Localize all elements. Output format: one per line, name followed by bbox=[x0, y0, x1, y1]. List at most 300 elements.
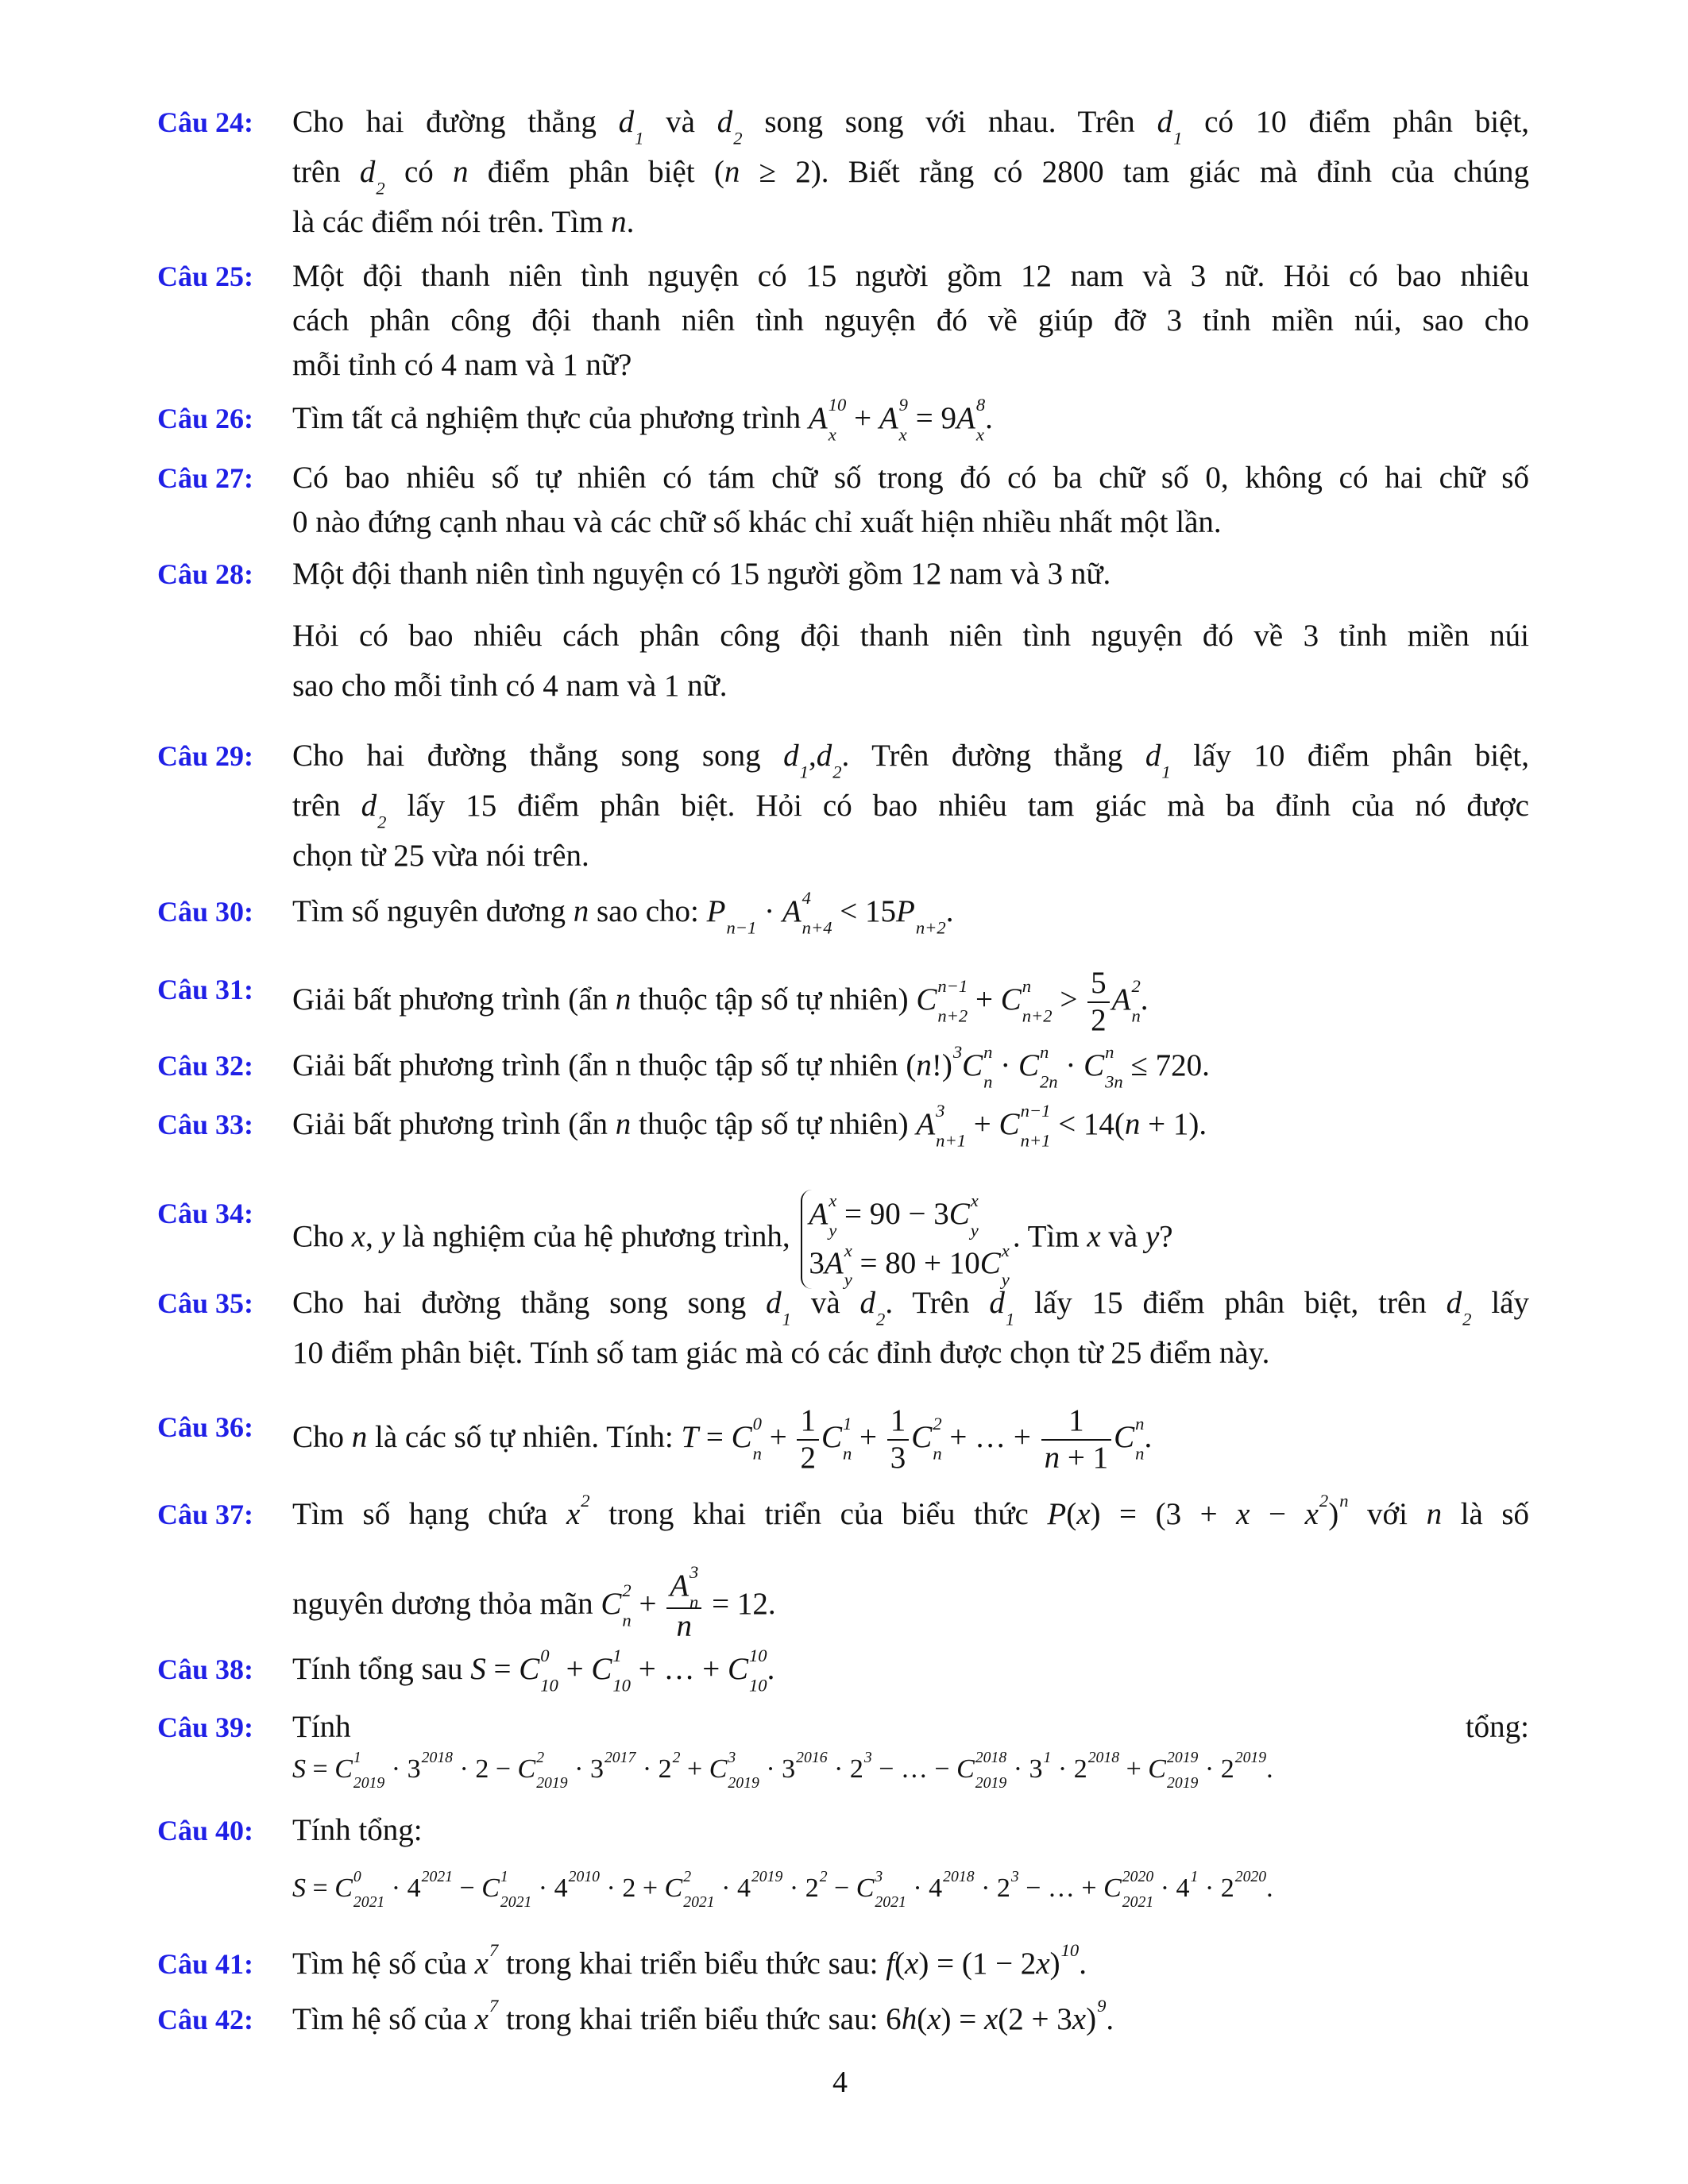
text-run: . Tìm bbox=[1012, 1219, 1087, 1254]
superscript: x bbox=[1001, 1240, 1010, 1260]
fraction-denominator bbox=[1087, 1003, 1110, 1039]
subscript: 2021 bbox=[683, 1893, 715, 1912]
text-run: . bbox=[945, 894, 954, 928]
symbol-base: C bbox=[979, 1246, 1001, 1281]
script-stack bbox=[751, 1867, 783, 1907]
question-text-line bbox=[292, 149, 1529, 199]
text-run: trong khai triển biểu thức sau: 6 bbox=[498, 2002, 902, 2036]
question-text-line bbox=[292, 832, 1529, 880]
script-stack bbox=[832, 739, 842, 782]
subscript bbox=[864, 1775, 872, 1792]
text-run: ) bbox=[1049, 1947, 1060, 1981]
question-label: Câu 40: bbox=[157, 1815, 254, 1846]
superscript: n bbox=[1039, 1042, 1049, 1063]
math-symbol bbox=[1001, 976, 1053, 1024]
question-text-line bbox=[292, 732, 1529, 780]
text-run: Có bao nhiêu số tự nhiên có tám chữ số trong đó có ba chữ số 0, không có hai chữ số bbox=[292, 461, 1529, 495]
text-run: Cho bbox=[292, 1419, 352, 1454]
symbol-base: 4 bbox=[1176, 1873, 1190, 1903]
superscript bbox=[1161, 733, 1170, 752]
symbol-base: C bbox=[1114, 1419, 1135, 1454]
symbol-base: A bbox=[1111, 982, 1131, 1017]
text-run: Hỏi có bao nhiêu cách phân công đội thanh niên tình nguyện đó về 3 tỉnh miền núi bbox=[292, 619, 1529, 653]
math-symbol bbox=[1103, 1865, 1153, 1912]
question-label: Câu 24: bbox=[157, 106, 254, 138]
superscript bbox=[377, 783, 386, 802]
symbol-base: 2 bbox=[658, 1754, 672, 1784]
subscript: 1 bbox=[1173, 128, 1183, 149]
math-symbol bbox=[1074, 1746, 1119, 1793]
question-label: Câu 30: bbox=[157, 896, 254, 928]
superscript: 0 bbox=[752, 1414, 762, 1434]
math-variable: n bbox=[611, 205, 627, 239]
superscript: 2 bbox=[819, 1867, 828, 1885]
superscript: 2018 bbox=[975, 1748, 1007, 1766]
math-symbol bbox=[665, 1865, 715, 1912]
script-stack bbox=[377, 789, 387, 832]
script-stack bbox=[672, 1748, 681, 1788]
symbol-base: C bbox=[731, 1419, 752, 1454]
text-run: là các điểm nói trên. Tìm bbox=[292, 205, 612, 239]
superscript: n−1 bbox=[937, 976, 968, 997]
math-symbol bbox=[1060, 1940, 1080, 1988]
question-text-line bbox=[292, 888, 1529, 936]
text-run: là số bbox=[1442, 1497, 1529, 1531]
math-symbol bbox=[856, 1865, 906, 1912]
question-text-line bbox=[292, 1940, 1529, 1988]
text-run: là nghiệm của hệ phương trình, bbox=[394, 1219, 798, 1254]
symbol-base: 3 bbox=[1029, 1754, 1043, 1784]
subscript: y bbox=[1001, 1270, 1010, 1291]
symbol-base: C bbox=[591, 1652, 612, 1686]
text-run: · bbox=[1051, 1754, 1074, 1784]
text-run: . Trên bbox=[885, 1286, 990, 1320]
text-run: Cho hai đường thẳng song song bbox=[292, 739, 784, 773]
text-run: và bbox=[643, 105, 717, 139]
subscript: x bbox=[898, 424, 907, 445]
math-symbol bbox=[408, 1746, 453, 1793]
subscript: 2021 bbox=[500, 1893, 532, 1912]
math-variable: f bbox=[886, 1947, 895, 1981]
script-stack bbox=[937, 976, 968, 1026]
fraction-numerator bbox=[797, 1403, 819, 1441]
script-stack bbox=[353, 1867, 385, 1912]
symbol-base: d bbox=[766, 1286, 782, 1320]
text-run: ) bbox=[1328, 1497, 1339, 1531]
symbol-base: d bbox=[1157, 105, 1173, 139]
text-run: lấy 10 điểm phân biệt, bbox=[1170, 739, 1530, 773]
symbol-base: C bbox=[999, 1107, 1020, 1141]
question-label: Câu 25: bbox=[157, 260, 254, 292]
superscript: 7 bbox=[489, 1996, 499, 2016]
subscript: n+1 bbox=[1020, 1130, 1051, 1151]
math-symbol bbox=[1447, 1279, 1472, 1327]
text-run: 3 bbox=[890, 1440, 906, 1475]
math-symbol bbox=[737, 1865, 782, 1912]
text-run: song song với nhau. Trên bbox=[742, 105, 1157, 139]
math-variable: n bbox=[1124, 1107, 1141, 1141]
text-run: + bbox=[558, 1652, 592, 1686]
superscript: 2020 bbox=[1122, 1867, 1154, 1885]
script-stack bbox=[752, 1414, 762, 1464]
script-stack bbox=[933, 1414, 942, 1464]
math-symbol bbox=[659, 1746, 681, 1793]
superscript: 10 bbox=[1060, 1940, 1080, 1961]
fraction bbox=[1087, 966, 1110, 1039]
symbol-base: C bbox=[1103, 1873, 1122, 1903]
script-stack bbox=[915, 895, 946, 938]
text-run: Giải bất phương trình (ẩn bbox=[292, 982, 616, 1017]
script-stack bbox=[1234, 1867, 1267, 1907]
superscript: 3 bbox=[1010, 1867, 1019, 1885]
question-text-line bbox=[292, 782, 1529, 830]
text-run: = bbox=[306, 1873, 335, 1903]
math-symbol bbox=[1083, 1042, 1123, 1090]
text-run: . bbox=[1140, 982, 1149, 1017]
subscript bbox=[751, 1894, 782, 1911]
subscript bbox=[1097, 2027, 1106, 2046]
math-symbol bbox=[1148, 1746, 1198, 1793]
symbol-base: A bbox=[782, 894, 802, 928]
symbol-base: C bbox=[664, 1873, 683, 1903]
script-stack bbox=[1105, 1042, 1123, 1092]
text-run: · bbox=[756, 894, 782, 928]
text-run: = 9 bbox=[907, 401, 956, 435]
superscript bbox=[1462, 1280, 1471, 1299]
question-text-line bbox=[292, 1865, 1529, 1912]
script-stack bbox=[975, 395, 986, 445]
question-text-line bbox=[292, 297, 1529, 345]
symbol-base: 4 bbox=[929, 1873, 943, 1903]
symbol-base: d bbox=[618, 105, 635, 139]
superscript: 7 bbox=[489, 1940, 499, 1961]
subscript: 10 bbox=[612, 1675, 631, 1696]
superscript: 1 bbox=[1190, 1867, 1199, 1885]
superscript: 2018 bbox=[1087, 1748, 1120, 1766]
symbol-base: x bbox=[474, 2002, 489, 2036]
superscript: 2016 bbox=[796, 1748, 828, 1766]
math-symbol bbox=[519, 1646, 558, 1696]
script-stack bbox=[1462, 1287, 1472, 1329]
subscript: n bbox=[622, 1610, 632, 1630]
script-stack bbox=[1039, 1042, 1058, 1092]
text-run: 0 nào đứng cạnh nhau và các chữ số khác chỉ xuất hiện nhiều nhất một lần. bbox=[292, 505, 1222, 539]
text-run: + bbox=[1119, 1754, 1149, 1784]
text-run: ≥ 2). Biết rằng có 2800 tam giác mà đỉnh của chúng bbox=[740, 155, 1529, 189]
fraction-denominator bbox=[666, 1609, 701, 1645]
math-symbol bbox=[717, 98, 743, 149]
text-run: Tìm tất cả nghiệm thực của phương trình bbox=[292, 401, 809, 435]
symbol-base: C bbox=[948, 1197, 970, 1231]
subscript: n bbox=[933, 1443, 942, 1464]
subscript: 1 bbox=[782, 1309, 791, 1329]
text-run: !) bbox=[931, 1048, 952, 1082]
script-stack bbox=[970, 1190, 979, 1241]
fraction bbox=[887, 1403, 910, 1476]
math-symbol bbox=[850, 1746, 872, 1793]
math-variable: n bbox=[1044, 1440, 1060, 1475]
subscript: 2n bbox=[1039, 1071, 1058, 1092]
symbol-base: d bbox=[783, 739, 799, 773]
symbol-base: 2 bbox=[1220, 1873, 1234, 1903]
script-stack bbox=[1339, 1491, 1349, 1536]
text-run: 10 điểm phân biệt. Tính số tam giác mà có các đỉnh được chọn từ 25 điểm này. bbox=[292, 1336, 1270, 1370]
superscript bbox=[1173, 99, 1182, 118]
script-stack bbox=[863, 1748, 872, 1788]
text-run: sao cho mỗi tỉnh có 4 nam và 1 nữ. bbox=[292, 669, 728, 703]
question-text-line bbox=[292, 253, 1529, 300]
symbol-base: x bbox=[566, 1497, 581, 1531]
superscript: 9 bbox=[1097, 1996, 1107, 2016]
script-stack bbox=[1022, 976, 1053, 1026]
question-text-line bbox=[292, 1704, 1529, 1751]
question-label: Câu 38: bbox=[157, 1653, 254, 1685]
superscript: 2019 bbox=[751, 1867, 783, 1885]
text-run: ( bbox=[894, 1947, 906, 1981]
math-variable: x bbox=[1087, 1219, 1101, 1254]
superscript: 3 bbox=[863, 1748, 872, 1766]
text-run: . bbox=[1079, 1947, 1087, 1981]
script-stack bbox=[1190, 1867, 1199, 1907]
text-run: có bbox=[384, 155, 454, 189]
math-symbol bbox=[782, 1746, 827, 1793]
text-run: − … − bbox=[871, 1754, 957, 1784]
text-run: Tính tổng: bbox=[292, 1710, 1529, 1744]
script-stack bbox=[1097, 1996, 1107, 2041]
symbol-base: 3 bbox=[782, 1754, 796, 1784]
question-text-line bbox=[292, 612, 1529, 660]
math-symbol bbox=[808, 395, 847, 445]
superscript bbox=[733, 99, 742, 118]
script-stack bbox=[376, 156, 385, 199]
superscript: 2017 bbox=[604, 1748, 636, 1766]
question-label: Câu 42: bbox=[157, 2004, 254, 2035]
script-stack bbox=[500, 1867, 532, 1912]
text-run: · bbox=[531, 1873, 554, 1903]
superscript: 3 bbox=[936, 1101, 945, 1121]
text-run: · bbox=[992, 1048, 1018, 1082]
math-variable: n bbox=[453, 155, 469, 189]
superscript: n−1 bbox=[1020, 1101, 1051, 1121]
math-symbol bbox=[727, 1646, 767, 1696]
symbol-base: x bbox=[1304, 1497, 1319, 1531]
question-text-line bbox=[292, 395, 1529, 445]
subscript bbox=[953, 1073, 962, 1092]
math-symbol bbox=[956, 1746, 1006, 1793]
fraction-numerator bbox=[1087, 966, 1110, 1003]
symbol-base: 2 bbox=[1220, 1754, 1234, 1784]
text-run: ) = (3 + bbox=[1090, 1497, 1237, 1531]
question-text-line bbox=[292, 98, 1530, 149]
subscript bbox=[1088, 1775, 1119, 1792]
superscript: 3 bbox=[952, 1042, 963, 1063]
symbol-base: C bbox=[517, 1754, 536, 1784]
symbol-base: d bbox=[1145, 739, 1161, 773]
math-variable: n bbox=[573, 894, 589, 928]
question-text-line bbox=[292, 1101, 1529, 1151]
fraction-numerator bbox=[666, 1562, 701, 1612]
script-stack bbox=[936, 1101, 967, 1151]
symbol-base: C bbox=[709, 1754, 728, 1784]
question-label: Câu 27: bbox=[157, 462, 254, 494]
text-run: · bbox=[384, 1873, 408, 1903]
text-run: Cho bbox=[292, 1219, 352, 1254]
superscript: 0 bbox=[540, 1646, 550, 1666]
text-run: Giải bất phương trình (ẩn n thuộc tập số tự nhiên ( bbox=[292, 1048, 917, 1082]
math-symbol bbox=[783, 732, 809, 780]
symbol-base: C bbox=[916, 982, 937, 1017]
text-run: , bbox=[365, 1219, 381, 1254]
question-label: Câu 29: bbox=[157, 740, 254, 772]
text-run: . bbox=[1144, 1419, 1153, 1454]
text-run: . Trên đường thẳng bbox=[841, 739, 1145, 773]
question-text-line bbox=[292, 1403, 1529, 1475]
script-stack bbox=[1131, 976, 1141, 1026]
text-run: · 2 − bbox=[453, 1754, 518, 1784]
superscript bbox=[782, 1280, 791, 1299]
subscript: n+4 bbox=[802, 917, 832, 938]
subscript bbox=[943, 1894, 974, 1911]
subscript: 2 bbox=[832, 762, 842, 782]
text-run: ? bbox=[1159, 1219, 1173, 1254]
script-stack bbox=[604, 1748, 636, 1788]
subscript: 2 bbox=[1462, 1309, 1472, 1329]
superscript bbox=[376, 149, 384, 168]
text-run: Tính tổng sau bbox=[292, 1652, 471, 1686]
math-symbol bbox=[929, 1865, 974, 1912]
text-run: trong khai triển biểu thức sau: bbox=[498, 1947, 886, 1981]
script-stack bbox=[1173, 106, 1183, 149]
text-run: · bbox=[1198, 1873, 1221, 1903]
symbol-base: d bbox=[717, 105, 733, 139]
text-run: · bbox=[635, 1754, 659, 1784]
subscript bbox=[581, 1522, 589, 1541]
math-variable: x bbox=[1036, 1947, 1050, 1981]
question-text-line bbox=[292, 1491, 1529, 1538]
question-label: Câu 41: bbox=[157, 1948, 254, 1980]
script-stack bbox=[876, 1287, 886, 1329]
superscript: 2 bbox=[683, 1867, 692, 1885]
text-run: là các số tự nhiên. Tính: bbox=[367, 1419, 682, 1454]
text-run: 5 bbox=[1091, 966, 1107, 1000]
math-symbol bbox=[566, 1491, 590, 1538]
superscript: 2 bbox=[536, 1748, 545, 1766]
text-run: Một đội thanh niên tình nguyện có 15 người gồm 12 nam và 3 nữ. bbox=[292, 557, 1111, 591]
math-variable: P bbox=[1047, 1497, 1067, 1531]
question-label: Câu 28: bbox=[157, 558, 254, 590]
text-run: · bbox=[714, 1873, 737, 1903]
math-symbol bbox=[1221, 1865, 1266, 1912]
subscript bbox=[1011, 1894, 1019, 1911]
subscript: n+1 bbox=[936, 1130, 967, 1151]
text-run: + bbox=[968, 982, 1001, 1017]
text-run: Tìm số hạng chứa bbox=[292, 1497, 566, 1531]
text-run: · bbox=[827, 1754, 850, 1784]
math-symbol bbox=[949, 1190, 979, 1239]
superscript: 2 bbox=[933, 1414, 942, 1434]
subscript: 2 bbox=[377, 812, 387, 832]
text-run: 3 bbox=[809, 1246, 825, 1281]
subscript: x bbox=[975, 424, 984, 445]
superscript: 2010 bbox=[568, 1867, 601, 1885]
question-label: Câu 39: bbox=[157, 1711, 254, 1743]
question-label: Câu 33: bbox=[157, 1109, 254, 1140]
subscript: 2 bbox=[876, 1309, 886, 1329]
script-stack bbox=[689, 1562, 699, 1612]
subscript: 10 bbox=[540, 1675, 558, 1696]
script-stack bbox=[749, 1646, 767, 1696]
text-run: + … + bbox=[630, 1652, 728, 1686]
math-variable: n bbox=[724, 155, 740, 189]
math-variable: x bbox=[927, 2002, 941, 2036]
subscript: 2019 bbox=[353, 1774, 385, 1792]
fraction-denominator bbox=[887, 1441, 910, 1476]
text-run: thuộc tập số tự nhiên) bbox=[631, 982, 917, 1017]
symbol-base: C bbox=[1018, 1048, 1039, 1082]
text-run: trong khai triển của biểu thức bbox=[589, 1497, 1048, 1531]
text-run: . bbox=[767, 1652, 775, 1686]
symbol-base: C bbox=[601, 1586, 622, 1621]
symbol-base: C bbox=[1083, 1048, 1105, 1082]
math-symbol bbox=[1157, 98, 1183, 149]
superscript: 10 bbox=[749, 1646, 767, 1666]
math-variable: x bbox=[1076, 1497, 1091, 1531]
math-symbol bbox=[408, 1865, 453, 1912]
symbol-base: 3 bbox=[407, 1754, 421, 1784]
superscript: 3 bbox=[875, 1867, 883, 1885]
text-run: ) bbox=[1086, 2002, 1097, 2036]
script-stack bbox=[1122, 1867, 1154, 1912]
script-stack bbox=[829, 1190, 837, 1241]
script-stack bbox=[1020, 1101, 1051, 1151]
text-run: Cho hai đường thẳng bbox=[292, 105, 619, 139]
math-symbol bbox=[1096, 1996, 1106, 2043]
superscript: 3 bbox=[728, 1748, 736, 1766]
superscript: 9 bbox=[898, 395, 908, 415]
math-symbol bbox=[475, 1996, 499, 2043]
superscript: 2 bbox=[622, 1580, 632, 1601]
symbol-base: A bbox=[916, 1107, 936, 1141]
symbol-base: 4 bbox=[554, 1873, 568, 1903]
math-symbol bbox=[1018, 1042, 1058, 1090]
subscript: 2019 bbox=[1166, 1774, 1199, 1792]
superscript: 2018 bbox=[421, 1748, 454, 1766]
math-variable: h bbox=[901, 2002, 917, 2036]
subscript: 2021 bbox=[1122, 1893, 1154, 1912]
script-stack bbox=[782, 1287, 791, 1329]
script-stack bbox=[683, 1867, 715, 1912]
text-run: · bbox=[759, 1754, 782, 1784]
math-symbol bbox=[1029, 1746, 1052, 1793]
symbol-base: d bbox=[859, 1286, 876, 1320]
subscript: 1 bbox=[1161, 762, 1171, 782]
subscript: 2 bbox=[376, 178, 385, 199]
text-run: · 2 + bbox=[600, 1873, 665, 1903]
math-variable: S bbox=[292, 1873, 306, 1903]
text-run: 1 bbox=[800, 1403, 816, 1437]
superscript: n bbox=[1339, 1491, 1349, 1511]
math-symbol bbox=[709, 1746, 759, 1793]
text-run: Tính tổng: bbox=[292, 1813, 423, 1847]
superscript: 1 bbox=[353, 1748, 361, 1766]
question-text-line bbox=[292, 1746, 1529, 1793]
text-run: = 12. bbox=[704, 1586, 776, 1621]
symbol-base: d bbox=[816, 739, 832, 773]
symbol-base: 2 bbox=[849, 1754, 863, 1784]
page-number: 4 bbox=[832, 2066, 848, 2099]
superscript: 1 bbox=[612, 1646, 622, 1666]
math-symbol bbox=[731, 1414, 762, 1464]
